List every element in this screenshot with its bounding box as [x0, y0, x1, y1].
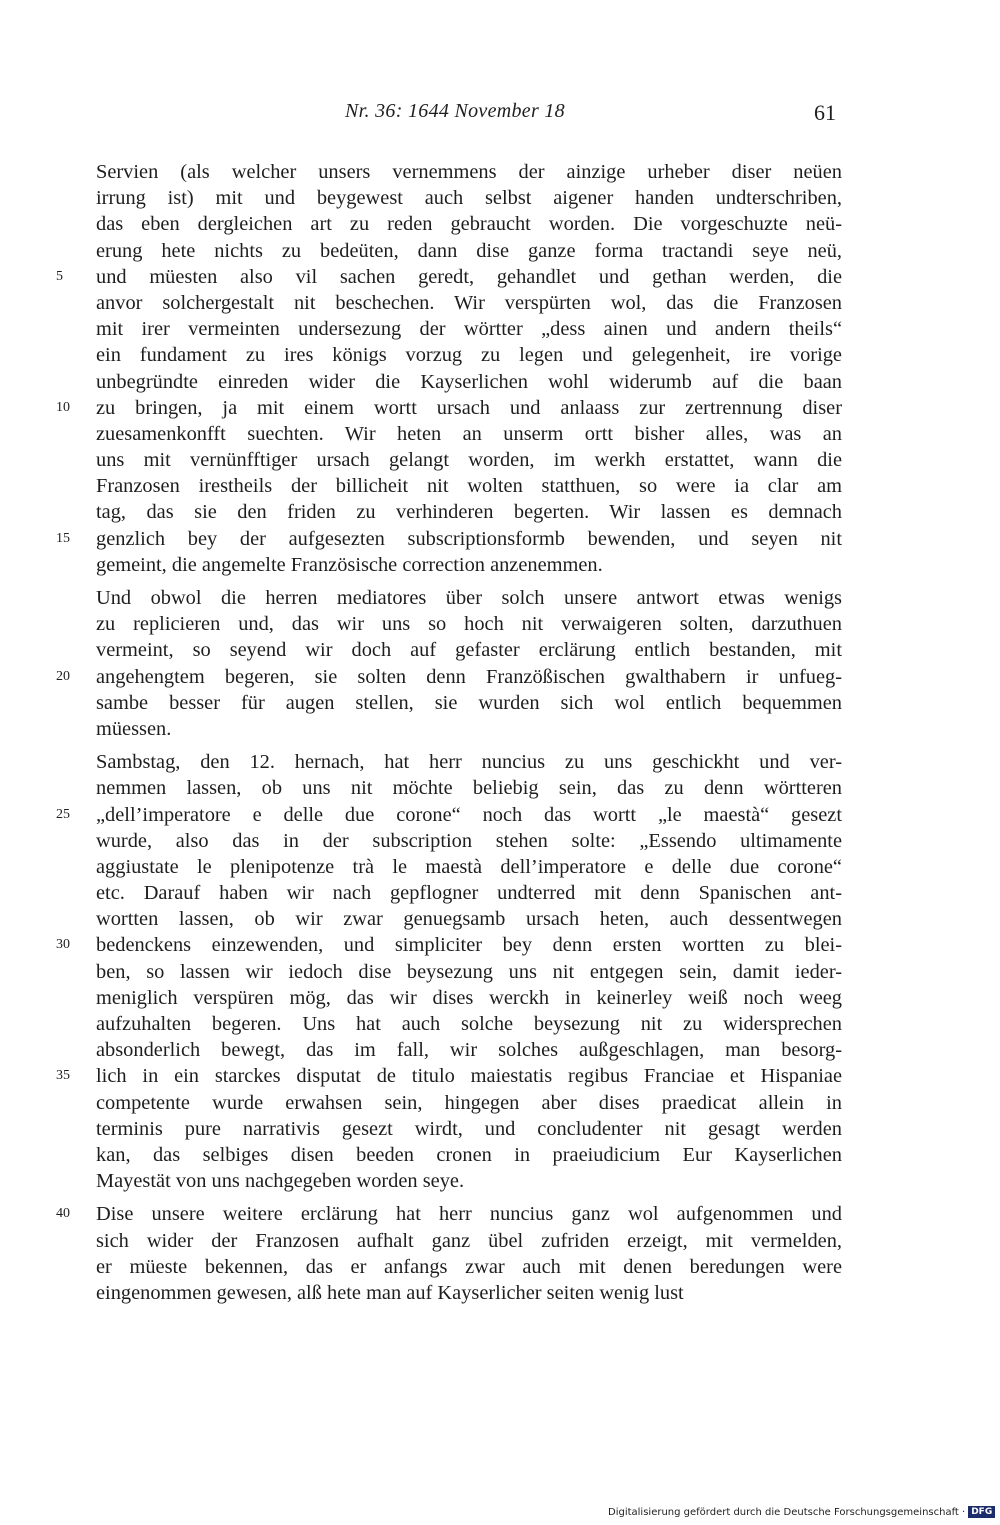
paragraph: [56, 749, 842, 1194]
text-line-content: kan, das selbiges disen beeden cronen in praeiudicium Eur Kayserlichen: [96, 1143, 842, 1166]
text-line-content: müessen.: [96, 717, 172, 740]
line-number: 35: [56, 1068, 70, 1084]
text-line-content: mit irer vermeinten undersezung der wörtter „dess ainen und andern theils“: [96, 318, 842, 341]
text-line: [96, 211, 842, 237]
text-line: [96, 159, 842, 185]
text-line-content: absonderlich bewegt, das im fall, wir solches außgeschlagen, man besorg-: [96, 1039, 842, 1062]
text-line: [96, 959, 842, 985]
text-line: [96, 421, 842, 447]
text-line-content: ein fundament zu ires königs vorzug zu legen und gelegenheit, ire vorige: [96, 344, 842, 367]
text-line: [56, 395, 842, 421]
digitization-credit: [608, 1506, 995, 1518]
text-line-content: etc. Darauf haben wir nach gepflogner undterred mit denn Spanischen ant-: [96, 882, 842, 905]
text-line-content: wortten lassen, ob wir zwar genuegsamb ursach heten, auch dessentwegen: [96, 908, 842, 931]
text-line: [96, 828, 842, 854]
text-line: [96, 775, 842, 801]
text-line: [96, 1116, 842, 1142]
text-line-content: eingenommen gewesen, alß hete man auf Kayserlicher seiten wenig lust: [96, 1281, 684, 1304]
text-line: [96, 880, 842, 906]
body-text: [56, 159, 842, 1306]
text-line-content: Dise unsere weitere erclärung hat herr nuncius ganz wol aufgenommen und: [96, 1203, 842, 1226]
line-number: 20: [56, 668, 70, 684]
text-line: [96, 611, 842, 637]
text-line-content: zu bringen, ja mit einem wortt ursach und anlaass zur zertrennung diser: [96, 396, 842, 419]
line-number: 5: [56, 268, 63, 284]
text-line: [96, 585, 842, 611]
text-line: [96, 316, 842, 342]
text-line-content: zuesamenkonfft suechten. Wir heten an unserm ortt bisher alles, was an: [96, 422, 842, 445]
text-line: [96, 1037, 842, 1063]
text-line: [96, 1142, 842, 1168]
paragraph: [56, 1201, 842, 1306]
dfg-logo: DFG: [968, 1506, 995, 1518]
text-line-content: competente wurde erwahsen sein, hingegen aber dises praedicat allein in: [96, 1091, 842, 1114]
text-line-content: ben, so lassen wir iedoch dise beysezung uns nit entgegen sein, damit ieder-: [96, 960, 842, 983]
line-number: 30: [56, 937, 70, 953]
text-line: [96, 985, 842, 1011]
text-line-content: aufzuhalten begeren. Uns hat auch solche beysezung nit zu widersprechen: [96, 1013, 842, 1035]
text-line: [96, 749, 842, 775]
text-line: [96, 185, 842, 211]
text-line-content: bedenckens einzewenden, und simpliciter bey denn ersten wortten zu blei-: [96, 934, 842, 957]
text-line-content: sich wider der Franzosen aufhalt ganz übel zufriden erzeigt, mit vermelden,: [96, 1229, 842, 1252]
text-line-content: Mayestät von uns nachgegeben worden seye.: [96, 1170, 465, 1193]
page-number: 61: [814, 100, 836, 125]
text-line-content: genzlich bey der aufgesezten subscriptionsformb bewenden, und seyen nit: [96, 527, 842, 550]
text-line: [96, 473, 842, 499]
text-line-content: vermeint, so seyend wir doch auf gefaster erclärung entlich bestanden, mit: [96, 639, 842, 662]
text-line: [96, 1090, 842, 1116]
text-line: [96, 342, 842, 368]
text-line: [56, 932, 842, 958]
text-line-content: nemmen lassen, ob uns nit möchte beliebig sein, das zu denn wörtteren: [96, 777, 842, 800]
text-line-content: anvor solchergestalt nit beschechen. Wir verspürten wol, das die Franzosen: [96, 291, 842, 314]
text-line-content: erung hete nichts zu bedeüten, dann dise ganze forma tractandi seye neü,: [96, 239, 842, 262]
paragraph: [56, 585, 842, 742]
text-line: [96, 854, 842, 880]
text-line: [96, 369, 842, 395]
paragraph: [56, 159, 842, 578]
text-line: [96, 1011, 842, 1037]
text-line-content: Sambstag, den 12. hernach, hat herr nuncius zu uns geschickht und ver-: [96, 751, 842, 774]
text-line-content: meniglich verspüren mög, das wir dises werckh in keinerley weiß noch weeg: [96, 986, 842, 1009]
text-line-content: sambe besser für augen stellen, sie wurden sich wol entlich bequemmen: [96, 691, 842, 714]
text-line-content: irrung ist) mit und beygewest auch selbst aigener handen undterschriben,: [96, 187, 842, 210]
text-line-content: lich in ein starckes disputat de titulo maiestatis regibus Franciae et Hispaniae: [96, 1065, 842, 1088]
text-line-content: tag, das sie den friden zu verhinderen begerten. Wir lassen es demnach: [96, 501, 842, 524]
line-number: 25: [56, 806, 70, 822]
text-line: [96, 637, 842, 663]
line-number: 40: [56, 1206, 70, 1222]
paragraph-gap: [96, 578, 842, 585]
line-number: 15: [56, 530, 70, 546]
text-line-content: aggiustate le plenipotenze trà le maestà dell’imperatore e delle due corone“: [96, 855, 842, 878]
text-line-content: angehengtem begeren, sie solten denn Franzößischen gwalthabern ir unfueg-: [96, 665, 842, 688]
text-line-content: uns mit vernünfftiger ursach gelangt worden, im werkh erstattet, wann die: [96, 449, 842, 472]
text-line: [56, 264, 842, 290]
text-line: [96, 1228, 842, 1254]
text-line-content: er müeste bekennen, das er anfangs zwar auch mit denen beredungen were: [96, 1255, 842, 1278]
text-line: [56, 1063, 842, 1089]
credit-text: Digitalisierung gefördert durch die Deutsche Forschungsgemeinschaft ·: [608, 1507, 966, 1518]
text-line: [96, 238, 842, 264]
text-line: [96, 1168, 842, 1194]
text-line: [96, 1254, 842, 1280]
text-line-content: gemeint, die angemelte Französische correction anzenemmen.: [96, 553, 603, 576]
paragraph-gap: [96, 742, 842, 749]
text-line: [96, 906, 842, 932]
text-line-content: das eben dergleichen art zu reden gebraucht worden. Die vorgeschuzte neü-: [96, 213, 842, 236]
text-line: [56, 664, 842, 690]
text-line-content: Und obwol die herren mediatores über solch unsere antwort etwas wenigs: [96, 587, 842, 609]
paragraph-gap: [96, 1194, 842, 1201]
text-line: [96, 1280, 842, 1306]
line-number: 10: [56, 399, 70, 415]
text-line: [96, 447, 842, 473]
text-line-content: Servien (als welcher unsers vernemmens der ainzige urheber diser neüen: [96, 161, 842, 183]
text-line: [56, 802, 842, 828]
running-head: Nr. 36: 1644 November 18: [345, 100, 565, 122]
text-line: [96, 716, 842, 742]
text-line: [56, 1201, 842, 1227]
text-line-content: zu replicieren und, das wir uns so hoch nit verwaigeren solten, darzuthuen: [96, 613, 842, 636]
text-line-content: wurde, also das in der subscription stehen solte: „Essendo ultimamente: [96, 829, 842, 852]
text-line-content: Franzosen irestheils der billicheit nit wolten statthuen, so were ia clar am: [96, 475, 842, 498]
text-line: [56, 526, 842, 552]
text-line: [96, 290, 842, 316]
text-line: [96, 552, 842, 578]
text-line-content: terminis pure narrativis gesezt wirdt, und concludenter nit gesagt werden: [96, 1117, 842, 1140]
text-line: [96, 499, 842, 525]
text-line-content: und müesten also vil sachen geredt, gehandlet und gethan werden, die: [96, 265, 842, 288]
text-line-content: unbegründte einreden wider die Kayserlichen wohl widerumb auf die baan: [96, 370, 842, 393]
text-line: [96, 690, 842, 716]
text-line-content: „dell’imperatore e delle due corone“ noch das wortt „le maestà“ gesezt: [96, 803, 842, 826]
